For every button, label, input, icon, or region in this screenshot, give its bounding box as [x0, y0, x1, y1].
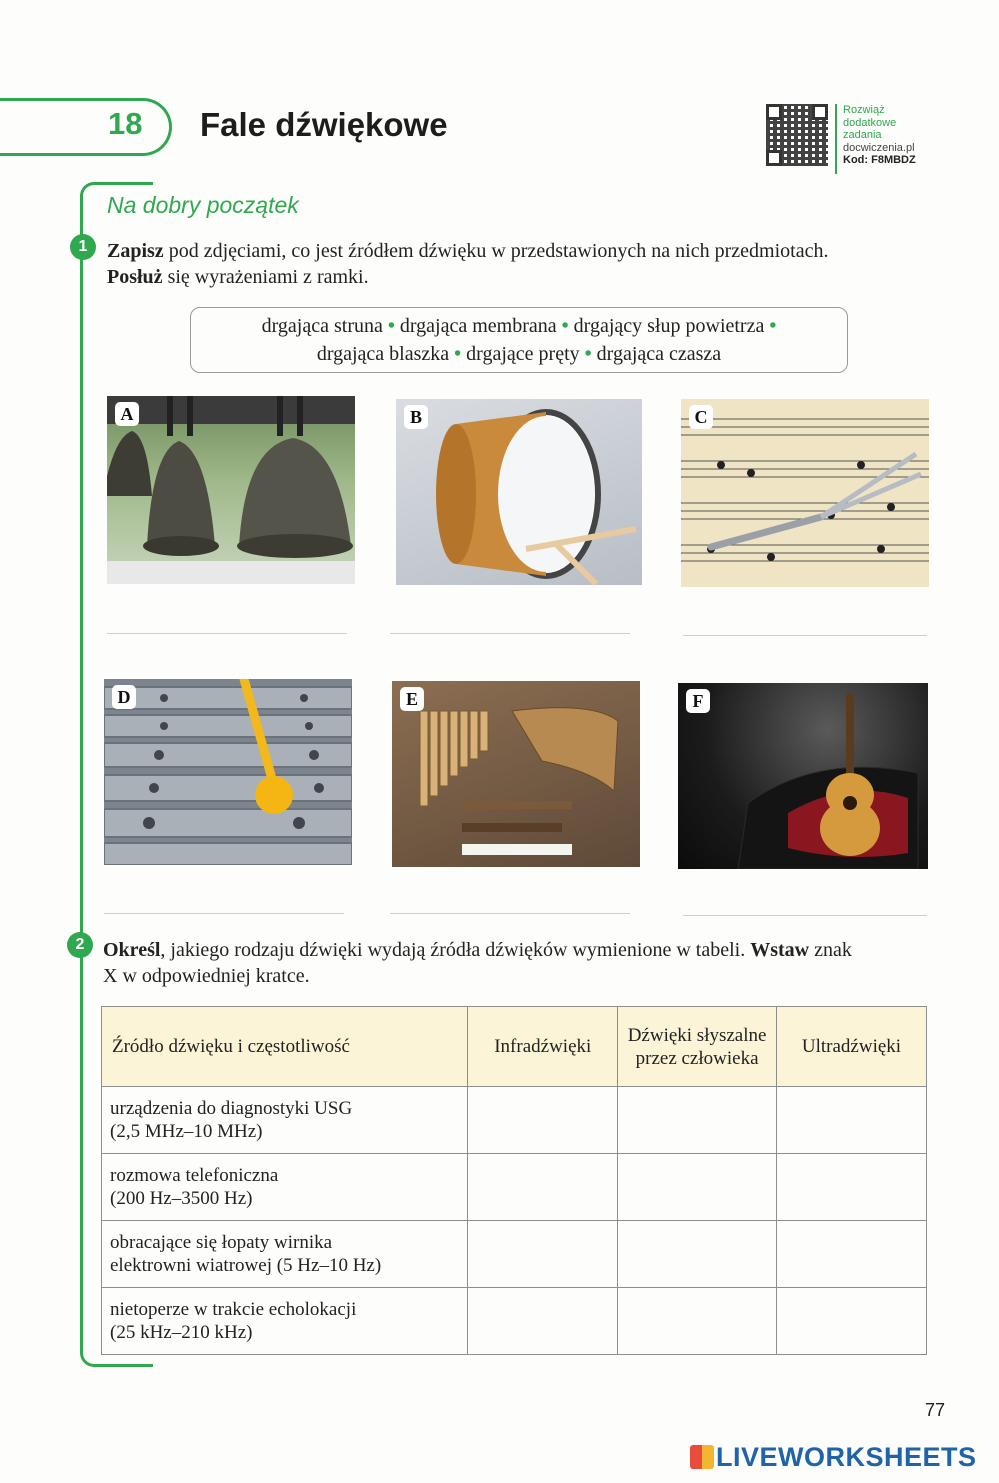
answer-line[interactable]	[107, 633, 347, 634]
phrase-separator: •	[584, 343, 592, 365]
answer-cell-ultra[interactable]	[776, 1221, 926, 1288]
pan-flute-icon	[392, 681, 640, 867]
answer-cell-infra[interactable]	[468, 1154, 618, 1221]
task2-text1: , jakiego rodzaju dźwięki wydają źródła dźwięków wymienione w tabeli.	[160, 939, 751, 961]
photo-label: A	[115, 402, 139, 426]
guitar-icon	[678, 683, 928, 869]
header-infra: Infradźwięki	[468, 1007, 618, 1087]
row-source-line2: (2,5 MHz–10 MHz)	[110, 1121, 263, 1142]
photo-label: F	[686, 689, 710, 713]
photo-pan-flutes	[392, 681, 640, 867]
phrase: drgający słup powietrza	[573, 315, 765, 337]
row-source	[102, 1087, 468, 1154]
qr-code-label: Kod: F8MBDZ	[843, 154, 916, 166]
answer-line[interactable]	[390, 913, 630, 914]
photo-xylophone	[104, 679, 352, 865]
qr-line1: Rozwiąż	[843, 104, 885, 116]
phrase-line-2	[191, 340, 847, 368]
tuning-fork-icon	[681, 399, 929, 587]
answer-cell-infra[interactable]	[468, 1087, 618, 1154]
phrase: drgająca struna	[261, 315, 383, 337]
answer-cell-ultra[interactable]	[776, 1087, 926, 1154]
row-source-line2: elektrowni wiatrowej (5 Hz–10 Hz)	[110, 1255, 382, 1276]
qr-separator	[835, 104, 837, 174]
chapter-tab	[0, 98, 172, 156]
answer-cell-infra[interactable]	[468, 1221, 618, 1288]
row-source	[102, 1154, 468, 1221]
photo-drum	[396, 399, 642, 585]
answer-cell-infra[interactable]	[468, 1288, 618, 1355]
answer-line[interactable]	[390, 633, 630, 634]
header-source: Źródło dźwięku i częstotliwość	[102, 1007, 468, 1087]
row-source-line1: urządzenia do diagnostyki USG	[110, 1098, 353, 1119]
task2-instruction	[103, 937, 953, 989]
row-source-line1: nietoperze w trakcie echolokacji	[110, 1299, 357, 1320]
section-bracket-top	[93, 182, 153, 185]
row-source-line1: obracające się łopaty wirnika	[110, 1232, 333, 1253]
qr-code-icon	[766, 104, 828, 166]
answer-line[interactable]	[683, 915, 927, 916]
section-bracket-bottom	[93, 1364, 153, 1367]
table-row	[102, 1288, 927, 1355]
answer-cell-audible[interactable]	[618, 1221, 777, 1288]
task-number-badge: 2	[67, 932, 93, 958]
xylophone-icon	[104, 679, 352, 865]
task2-bold1: Określ	[103, 939, 161, 961]
sound-table	[101, 1006, 927, 1355]
page-number: 77	[925, 1400, 946, 1420]
phrase-separator: •	[387, 315, 395, 337]
photo-tuning-fork	[681, 399, 929, 587]
answer-cell-ultra[interactable]	[776, 1154, 926, 1221]
task1-bold1: Zapisz	[107, 240, 164, 262]
row-source	[102, 1288, 468, 1355]
drum-icon	[396, 399, 642, 585]
row-source-line1: rozmowa telefoniczna	[110, 1165, 279, 1186]
chapter-title: Fale dźwiękowe	[200, 106, 448, 143]
brand-logo	[690, 1442, 977, 1473]
answer-cell-audible[interactable]	[618, 1288, 777, 1355]
qr-line2: dodatkowe	[843, 116, 897, 129]
answer-cell-audible[interactable]	[618, 1154, 777, 1221]
row-source-line2: (25 kHz–210 kHz)	[110, 1322, 253, 1343]
qr-info	[843, 104, 916, 167]
phrase-line-1	[191, 312, 847, 340]
answer-line[interactable]	[683, 635, 927, 636]
task1-bold2: Posłuż	[107, 266, 163, 288]
phrase: drgające pręty	[466, 343, 580, 365]
bells-icon	[107, 396, 355, 584]
task2-text3: X w odpowiedniej kratce.	[103, 965, 310, 987]
phrase: drgająca membrana	[399, 315, 557, 337]
photo-label: C	[689, 405, 713, 429]
task1-text2: się wyrażeniami z ramki.	[162, 266, 369, 288]
section-bracket	[80, 182, 94, 1367]
task1-instruction	[107, 238, 947, 290]
photo-guitar	[678, 683, 928, 869]
chapter-number: 18	[108, 106, 143, 141]
row-source-line2: (200 Hz–3500 Hz)	[110, 1188, 253, 1209]
task-number-badge: 1	[70, 234, 96, 260]
liveworksheets-icon	[690, 1445, 714, 1469]
qr-line3: zadania	[843, 129, 882, 141]
phrase-separator: •	[769, 315, 777, 337]
task1-text1: pod zdjęciami, co jest źródłem dźwięku w przedstawionych na nich przedmiotach.	[163, 240, 829, 262]
header-ultra: Ultradźwięki	[776, 1007, 926, 1087]
phrase: drgająca czasza	[596, 343, 722, 365]
header-audible: Dźwięki słyszalne przez człowieka	[618, 1007, 777, 1087]
task2-text2: znak	[809, 939, 852, 961]
row-source	[102, 1221, 468, 1288]
table-row	[102, 1221, 927, 1288]
table-header-row	[102, 1007, 927, 1087]
answer-cell-audible[interactable]	[618, 1087, 777, 1154]
table-row	[102, 1154, 927, 1221]
answer-line[interactable]	[104, 913, 344, 914]
photo-label: B	[404, 405, 428, 429]
photo-label: E	[400, 687, 424, 711]
phrase-separator: •	[561, 315, 569, 337]
task2-bold2: Wstaw	[750, 939, 810, 961]
table-row	[102, 1087, 927, 1154]
brand-name: LIVEWORKSHEETS	[716, 1442, 977, 1472]
phrase: drgająca blaszka	[316, 343, 450, 365]
phrase-separator: •	[454, 343, 462, 365]
photo-bells	[107, 396, 355, 584]
photo-label: D	[112, 685, 136, 709]
phrase-box	[190, 307, 848, 373]
answer-cell-ultra[interactable]	[776, 1288, 926, 1355]
qr-site: docwiczenia.pl	[843, 141, 915, 154]
section-title: Na dobry początek	[107, 192, 299, 218]
